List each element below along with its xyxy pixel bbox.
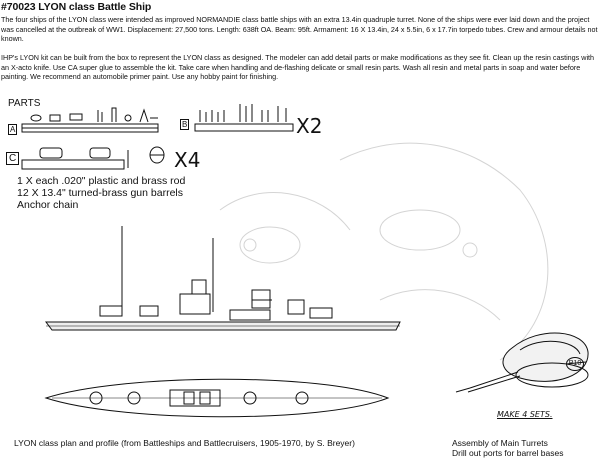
sprue-b-multiplier: X2 xyxy=(296,114,323,138)
parts-heading: PARTS xyxy=(8,98,41,109)
extra-parts-list xyxy=(17,175,185,211)
ship-profile xyxy=(46,226,400,330)
instructions-paragraph: IHP's LYON kit can be built from the box to represent the LYON class as designed. The modeler can add detail parts or make modifications as they see fit. Clean up the resin castings with an X-acto knife. Use CA super glue to assemble the kit. Take care when handling and de-flashing delicate or small resin parts. Wash all resin and metal parts in soap and water before painting. We recommend an automobile primer paint. Use any hobby paint for finishing. xyxy=(1,53,595,82)
extra-part-item: Anchor chain xyxy=(17,199,79,211)
turret-note: MAKE 4 SETS. xyxy=(497,410,553,419)
extra-part-item: 1 X each .020" plastic and brass rod xyxy=(17,175,186,187)
sprue-c-multiplier: X4 xyxy=(174,148,201,172)
turret-caption-line: Drill out ports for barrel bases xyxy=(452,448,564,458)
sprue-c xyxy=(22,147,164,169)
sprue-b-label: B xyxy=(182,120,188,129)
ship-plan xyxy=(46,379,388,417)
sprue-c-label: C xyxy=(6,152,19,165)
extra-part-item: 12 X 13.4" turned-brass gun barrels xyxy=(17,187,183,199)
sprue-a-label: A xyxy=(10,125,16,134)
plan-caption: LYON class plan and profile (from Battleships and Battlecruisers, 1905-1970, by S. Breyer) xyxy=(14,438,355,448)
sprue-a xyxy=(22,108,158,132)
turret-caption xyxy=(452,438,564,458)
turret-caption-line: Assembly of Main Turrets xyxy=(452,438,548,448)
document-title: #70023 LYON class Battle Ship xyxy=(1,1,152,13)
sprue-b xyxy=(195,104,293,131)
intro-paragraph: The four ships of the LYON class were intended as improved NORMANDIE class battle ships with an extra 13.4in quadruple turret. None of the ships were ever laid down and the project was cancelled at the outbreak of WW1. Displacement: 27,500 tons. Length: 638ft OA. Beam: 95ft. Armament: 16 X 13.4in, 24 x 5.5in, 6 x 17.7in torpedo tubes. Crew and armour details not known. xyxy=(1,15,598,44)
turret-part-callout: P10 xyxy=(566,357,584,371)
